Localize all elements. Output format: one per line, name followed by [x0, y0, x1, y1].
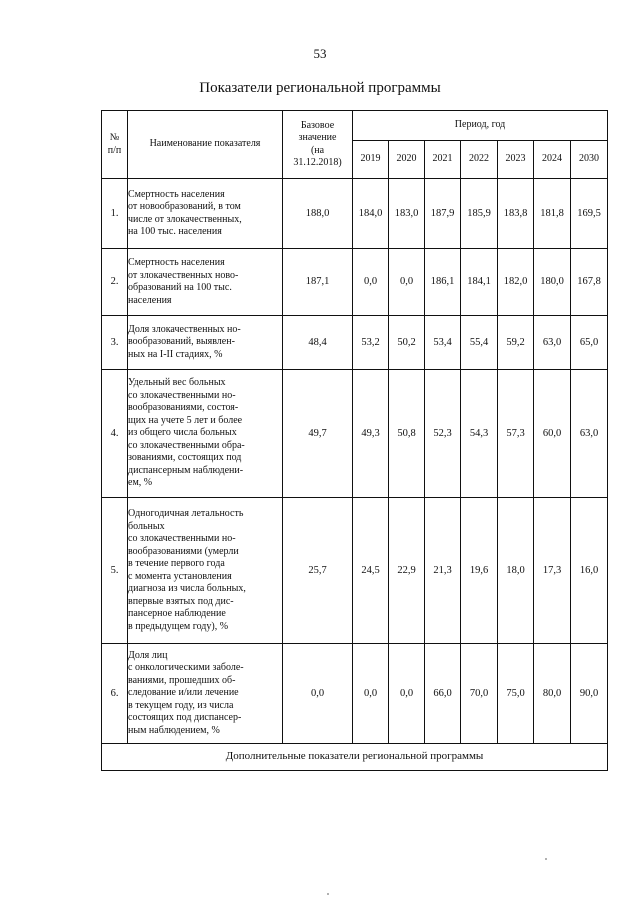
indicator-name — [128, 249, 283, 316]
year-value: 187,9 — [425, 179, 461, 249]
year-value: 167,8 — [571, 249, 608, 316]
indicator-name — [128, 179, 283, 249]
indicator-name — [128, 370, 283, 498]
year-value: 17,3 — [534, 498, 571, 644]
year-value: 49,3 — [353, 370, 389, 498]
year-value: 54,3 — [461, 370, 498, 498]
header-year: 2019 — [353, 141, 389, 179]
header-period: Период, год — [353, 111, 608, 141]
table-row — [102, 644, 608, 744]
table-row — [102, 179, 608, 249]
header-no: № п/п — [102, 111, 128, 179]
year-value: 0,0 — [389, 644, 425, 744]
year-value: 0,0 — [353, 644, 389, 744]
year-value: 63,0 — [571, 370, 608, 498]
base-value: 188,0 — [283, 179, 353, 249]
scan-speck — [327, 893, 329, 895]
year-value: 52,3 — [425, 370, 461, 498]
year-value: 90,0 — [571, 644, 608, 744]
year-value: 183,0 — [389, 179, 425, 249]
indicator-name — [128, 644, 283, 744]
scan-speck — [545, 858, 547, 860]
page-number: 53 — [313, 46, 327, 61]
year-value: 186,1 — [425, 249, 461, 316]
year-value: 21,3 — [425, 498, 461, 644]
year-value: 181,8 — [534, 179, 571, 249]
indicator-name-text: Доля злокачественных но- вообразований, выявлен- ных на I-II стадиях, % — [128, 323, 241, 360]
year-value: 75,0 — [498, 644, 534, 744]
year-value: 22,9 — [389, 498, 425, 644]
year-value: 53,4 — [425, 316, 461, 370]
year-value: 184,0 — [353, 179, 389, 249]
table-row — [102, 249, 608, 316]
row-number: 6. — [102, 644, 128, 744]
table-row — [102, 370, 608, 498]
year-value: 169,5 — [571, 179, 608, 249]
indicator-name-text: Смертность населения от новообразований, в том числе от злокачественных, на 100 тыс. населения — [128, 188, 242, 237]
year-value: 50,2 — [389, 316, 425, 370]
indicator-name-text: Доля лиц с онкологическими заболе- ваниями, прошедших об- следование и/или лечение в текущем году, из числа состоящих под диспансер- ным наблюдением, % — [128, 649, 244, 736]
indicators-table — [101, 110, 608, 771]
additional-indicators-row: Дополнительные показатели региональной программы — [102, 744, 608, 771]
header-base: Базовое значение (на 31.12.2018) — [283, 111, 353, 179]
year-value: 50,8 — [389, 370, 425, 498]
table-row — [102, 498, 608, 644]
year-value: 66,0 — [425, 644, 461, 744]
year-value: 0,0 — [353, 249, 389, 316]
year-value: 182,0 — [498, 249, 534, 316]
base-value: 48,4 — [283, 316, 353, 370]
indicator-name-text: Удельный вес больных со злокачественными но- вообразованиями, состоя- щих на учете 5 лет и более из общего числа больных со злокачественными обра- зованиями, состоящих под диспансерным наблюдени- ем, % — [128, 377, 245, 489]
row-number: 2. — [102, 249, 128, 316]
year-value: 80,0 — [534, 644, 571, 744]
year-value: 53,2 — [353, 316, 389, 370]
year-value: 18,0 — [498, 498, 534, 644]
year-value: 0,0 — [389, 249, 425, 316]
year-value: 19,6 — [461, 498, 498, 644]
row-number: 3. — [102, 316, 128, 370]
table-body — [102, 179, 608, 744]
header-year: 2021 — [425, 141, 461, 179]
header-year: 2024 — [534, 141, 571, 179]
indicator-name — [128, 316, 283, 370]
year-value: 185,9 — [461, 179, 498, 249]
base-value: 187,1 — [283, 249, 353, 316]
indicator-name — [128, 498, 283, 644]
indicator-name-text: Одногодичная летальность больных со злокачественными но- вообразованиями (умерли в течение первого года с момента установления диагноза из числа больных, впервые взятых под дис- пансерное наблюдение в предыдущем году), % — [128, 508, 246, 632]
base-value: 49,7 — [283, 370, 353, 498]
header-year: 2020 — [389, 141, 425, 179]
row-number: 5. — [102, 498, 128, 644]
header-name: Наименование показателя — [128, 111, 283, 179]
document-title: Показатели региональной программы — [199, 80, 441, 96]
indicator-name-text: Смертность населения от злокачественных ново- образований на 100 тыс. населения — [128, 257, 239, 306]
year-value: 59,2 — [498, 316, 534, 370]
base-value: 25,7 — [283, 498, 353, 644]
header-year: 2023 — [498, 141, 534, 179]
base-value: 0,0 — [283, 644, 353, 744]
header-year: 2022 — [461, 141, 498, 179]
year-value: 57,3 — [498, 370, 534, 498]
year-value: 63,0 — [534, 316, 571, 370]
year-value: 65,0 — [571, 316, 608, 370]
year-value: 183,8 — [498, 179, 534, 249]
year-value: 24,5 — [353, 498, 389, 644]
header-year: 2030 — [571, 141, 608, 179]
year-value: 70,0 — [461, 644, 498, 744]
row-number: 4. — [102, 370, 128, 498]
year-value: 180,0 — [534, 249, 571, 316]
year-value: 184,1 — [461, 249, 498, 316]
table-row — [102, 316, 608, 370]
year-value: 55,4 — [461, 316, 498, 370]
year-value: 60,0 — [534, 370, 571, 498]
row-number: 1. — [102, 179, 128, 249]
year-value: 16,0 — [571, 498, 608, 644]
